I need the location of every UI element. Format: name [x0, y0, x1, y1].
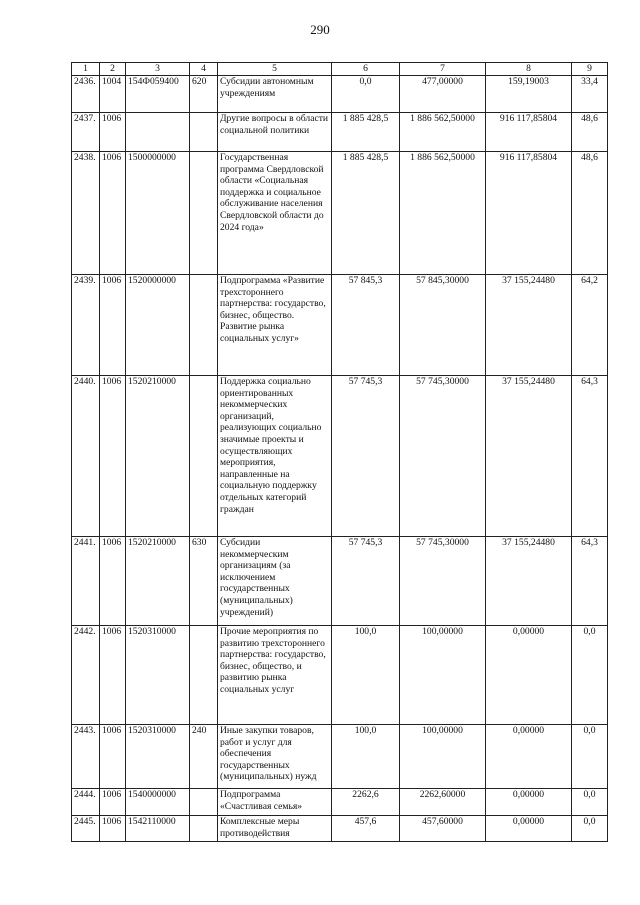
- item-name: Другие вопросы в области социальной политики: [218, 113, 332, 152]
- planned-amount: 100,0: [332, 626, 400, 725]
- page-number: 290: [310, 22, 330, 37]
- expense-type-code: 620: [190, 76, 218, 113]
- planned-amount: 1 885 428,5: [332, 152, 400, 275]
- table-row: [72, 626, 608, 725]
- row-number: 2439.: [72, 275, 100, 376]
- refined-amount: 1 886 562,50000: [400, 113, 486, 152]
- table-row: [72, 816, 608, 842]
- refined-amount: 457,60000: [400, 816, 486, 842]
- target-code: 1500000000: [126, 152, 190, 275]
- row-number: 2442.: [72, 626, 100, 725]
- refined-amount: 100,00000: [400, 626, 486, 725]
- section-code: 1006: [100, 537, 126, 626]
- planned-amount: 57 745,3: [332, 376, 400, 537]
- row-number: 2443.: [72, 725, 100, 789]
- row-number: 2444.: [72, 789, 100, 816]
- planned-amount: 100,0: [332, 725, 400, 789]
- table-row: [72, 76, 608, 113]
- refined-amount: 100,00000: [400, 725, 486, 789]
- planned-amount: 2262,6: [332, 789, 400, 816]
- expense-type-code: [190, 152, 218, 275]
- target-code: 1520310000: [126, 725, 190, 789]
- execution-percent: 0,0: [572, 816, 608, 842]
- col-header: 9: [572, 63, 608, 76]
- table-row: [72, 537, 608, 626]
- refined-amount: 1 886 562,50000: [400, 152, 486, 275]
- expense-type-code: [190, 275, 218, 376]
- planned-amount: 1 885 428,5: [332, 113, 400, 152]
- execution-percent: 0,0: [572, 789, 608, 816]
- section-code: 1006: [100, 152, 126, 275]
- target-code: 1520000000: [126, 275, 190, 376]
- section-code: 1006: [100, 789, 126, 816]
- refined-amount: 57 745,30000: [400, 376, 486, 537]
- col-header: 7: [400, 63, 486, 76]
- item-name: Поддержка социально ориентированных некоммерческих организаций, реализующих социально значимые проекты и осуществляющих мероприятия, направленные на социальную поддержку отдельных категорий граждан: [218, 376, 332, 537]
- col-header: 1: [72, 63, 100, 76]
- section-code: 1006: [100, 816, 126, 842]
- execution-percent: 0,0: [572, 626, 608, 725]
- col-header: 4: [190, 63, 218, 76]
- table-row: [72, 113, 608, 152]
- target-code: 154Ф059400: [126, 76, 190, 113]
- target-code: 1520210000: [126, 537, 190, 626]
- executed-amount: 916 117,85804: [486, 113, 572, 152]
- col-header: 8: [486, 63, 572, 76]
- section-code: 1006: [100, 626, 126, 725]
- executed-amount: 37 155,24480: [486, 275, 572, 376]
- refined-amount: 57 745,30000: [400, 537, 486, 626]
- expense-type-code: [190, 113, 218, 152]
- refined-amount: 2262,60000: [400, 789, 486, 816]
- col-header: 5: [218, 63, 332, 76]
- row-number: 2437.: [72, 113, 100, 152]
- expense-type-code: [190, 626, 218, 725]
- row-number: 2441.: [72, 537, 100, 626]
- executed-amount: 0,00000: [486, 725, 572, 789]
- planned-amount: 0,0: [332, 76, 400, 113]
- table-row: [72, 376, 608, 537]
- expense-type-code: [190, 789, 218, 816]
- executed-amount: 0,00000: [486, 789, 572, 816]
- table-row: [72, 275, 608, 376]
- refined-amount: 57 845,30000: [400, 275, 486, 376]
- target-code: 1540000000: [126, 789, 190, 816]
- table-row: [72, 152, 608, 275]
- execution-percent: 64,3: [572, 376, 608, 537]
- section-code: 1004: [100, 76, 126, 113]
- section-code: 1006: [100, 376, 126, 537]
- execution-percent: 64,3: [572, 537, 608, 626]
- planned-amount: 457,6: [332, 816, 400, 842]
- column-number-row: [72, 63, 608, 76]
- target-code: [126, 113, 190, 152]
- row-number: 2438.: [72, 152, 100, 275]
- section-code: 1006: [100, 725, 126, 789]
- refined-amount: 477,00000: [400, 76, 486, 113]
- planned-amount: 57 745,3: [332, 537, 400, 626]
- item-name: Подпрограмма «Счастливая семья»: [218, 789, 332, 816]
- col-header: 2: [100, 63, 126, 76]
- budget-table: [71, 62, 608, 842]
- row-number: 2440.: [72, 376, 100, 537]
- execution-percent: 48,6: [572, 113, 608, 152]
- col-header: 3: [126, 63, 190, 76]
- execution-percent: 64,2: [572, 275, 608, 376]
- executed-amount: 37 155,24480: [486, 537, 572, 626]
- execution-percent: 48,6: [572, 152, 608, 275]
- item-name: Прочие мероприятия по развитию трехстороннего партнерства: государство, бизнес, общество, и развитию рынка социальных услуг: [218, 626, 332, 725]
- item-name: Субсидии автономным учреждениям: [218, 76, 332, 113]
- execution-percent: 0,0: [572, 725, 608, 789]
- item-name: Субсидии некоммерческим организациям (за исключением государственных (муниципальных) учреждений): [218, 537, 332, 626]
- planned-amount: 57 845,3: [332, 275, 400, 376]
- expense-type-code: [190, 816, 218, 842]
- expense-type-code: [190, 376, 218, 537]
- section-code: 1006: [100, 275, 126, 376]
- item-name: Иные закупки товаров, работ и услуг для обеспечения государственных (муниципальных) нужд: [218, 725, 332, 789]
- executed-amount: 37 155,24480: [486, 376, 572, 537]
- section-code: 1006: [100, 113, 126, 152]
- item-name: Подпрограмма «Развитие трехстороннего партнерства: государство, бизнес, общество. Развитие рынка социальных услуг»: [218, 275, 332, 376]
- target-code: 1520210000: [126, 376, 190, 537]
- executed-amount: 0,00000: [486, 626, 572, 725]
- expense-type-code: 630: [190, 537, 218, 626]
- executed-amount: 159,19003: [486, 76, 572, 113]
- col-header: 6: [332, 63, 400, 76]
- table-row: [72, 725, 608, 789]
- execution-percent: 33,4: [572, 76, 608, 113]
- target-code: 1520310000: [126, 626, 190, 725]
- table-row: [72, 789, 608, 816]
- row-number: 2445.: [72, 816, 100, 842]
- executed-amount: 0,00000: [486, 816, 572, 842]
- row-number: 2436.: [72, 76, 100, 113]
- item-name: Комплексные меры противодействия: [218, 816, 332, 842]
- target-code: 1542110000: [126, 816, 190, 842]
- item-name: Государственная программа Свердловской области «Социальная поддержка и социальное обслуживание населения Свердловской области до 2024 года»: [218, 152, 332, 275]
- executed-amount: 916 117,85804: [486, 152, 572, 275]
- expense-type-code: 240: [190, 725, 218, 789]
